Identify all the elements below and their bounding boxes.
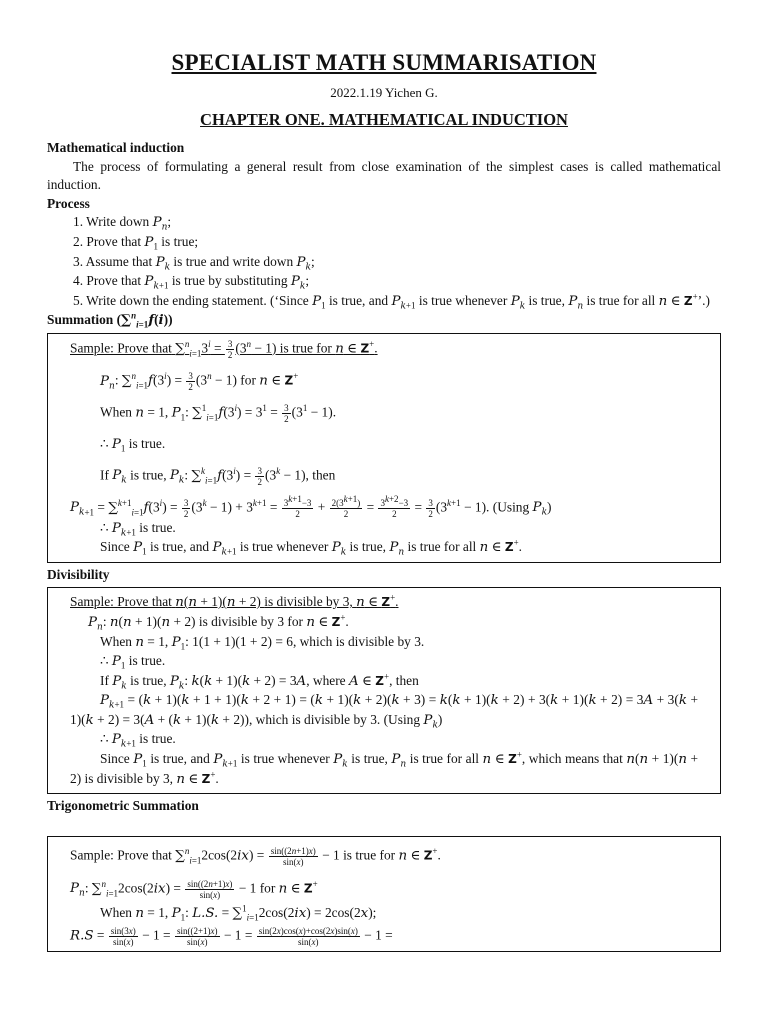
summation-pn: $P_n$: $\sum^n_{i=1}f(3^i)$ = $\frac{3}{2}$ $(3^n - 1)$ for n ∈ Z+ xyxy=(100,370,299,392)
summation-heading: Summation (∑$^n_{i=1}$f(i)) xyxy=(47,310,173,331)
process-step-5: 5. Write down the ending statement. (‘Since $P_1$ is true, and $P_{k+1}$ is true whenever $P_k$ is true, $P_n$ is true for all n ∈ Z+’.) xyxy=(73,291,710,312)
induction-heading: Mathematical induction xyxy=(47,140,185,155)
summation-sample: Sample: Prove that $\sum^n_{i=1}3^i$ = $\frac{3}{2}$ $(3^n - 1)$ is true for n ∈ Z+. xyxy=(70,338,378,360)
trig-heading: Trigonometric Summation xyxy=(47,798,199,814)
chapter-title: CHAPTER ONE. MATHEMATICAL INDUCTION xyxy=(200,110,568,129)
divisibility-sample-box xyxy=(47,587,721,794)
author-date: 2022.1.19 Yichen G. xyxy=(330,85,438,100)
summation-if-pk: If $P_k$ is true, $P_k$: $\sum^k_{i=1}f(3^i)$ = $\frac{3}{2}$ $(3^k - 1)$, then xyxy=(100,465,336,487)
trig-rs: R.S = $\frac{\sin(3x)}{\sin(x)}$ − 1 = $\frac{\sin((2+1)x)}{\sin(x)}$ − 1 = $\frac{\sin(2x)\cos(x)+\cos(2x)\sin(x)}{\sin(x)}$ − 1 = xyxy=(70,926,393,948)
divisibility-conclusion: Since $P_1$ is true, and $P_{k+1}$ is true whenever $P_k$ is true, $P_n$ is true for all n ∈ Z+, which means that n(n + 1)(n + 2) is divisible by 3, n ∈ Z+. xyxy=(70,749,699,787)
process-step-4: 4. Prove that $P_{k+1}$ is true by substituting $P_k$; xyxy=(73,273,310,292)
divisibility-sample: Sample: Prove that n(n + 1)(n + 2) is divisible by 3, n ∈ Z+. xyxy=(70,592,399,611)
summation-sample-box xyxy=(47,333,721,563)
summation-when: When n = 1, $P_1$: $\sum^1_{i=1}f(3^i) = 3^1$ = $\frac{3}{2}$ $(3^1 - 1)$. xyxy=(100,402,337,424)
divisibility-when: When n = 1, $P_1$: 1(1 + 1)(1 + 2) = 6, which is divisible by 3. xyxy=(100,633,425,652)
summation-p1-true: ∴ $P_1$ is true. xyxy=(100,435,166,454)
summation-pk1: $P_{k+1} = \sum^{k+1}_{i=1}f(3^i)$ = $\frac{3}{2}$ $(3^k - 1) + 3^{k+1}$ = $\frac{3^{k+1}-3}{2}$ + $\frac{2(3^{k+1})}{2}$ = $\frac{3^{k+2}-3}{2}$ = $\frac{3}{2}$ $(3^{k+1} - 1)$. (Using $P_k$) xyxy=(70,493,552,519)
process-step-2: 2. Prove that $P_1$ is true; xyxy=(73,233,199,252)
page-title: SPECIALIST MATH SUMMARISATION xyxy=(171,50,597,75)
process-step-1: 1. Write down $P_n$; xyxy=(73,214,172,234)
divisibility-pk1-true: ∴ $P_{k+1}$ is true. xyxy=(100,731,176,751)
trig-sample: Sample: Prove that ∑$^n_{i=1}$2cos(2ix) = $\frac{\sin((2n+1)x)}{\sin(x)}$ − 1 is true for n ∈ Z+. xyxy=(70,845,441,867)
process-heading: Process xyxy=(47,195,90,211)
trig-sample-box xyxy=(47,836,721,953)
content xyxy=(47,139,721,955)
process-step-3: 3. Assume that $P_k$ is true and write down $P_k$; xyxy=(73,253,315,273)
divisibility-if-pk: If $P_k$ is true, $P_k$: k(k + 1)(k + 2) = 3A, where A ∈ Z+, then xyxy=(100,671,419,692)
induction-text: The process of formulating a general result from close examination of the simplest cases is called mathematical induction. xyxy=(47,158,721,193)
trig-when: When n = 1, $P_1$: L.S. = ∑$^1_{i=1}$2cos(2ix) = 2cos(2x); xyxy=(100,903,377,923)
divisibility-pk1: $P_{k+1} = (k + 1)(k + 1 + 1)(k + 2 + 1) = (k + 1)(k + 2)(k + 3) = k(k + 1)(k + 2) + 3(k + 1)(k + 2) = 3A + 3(k + 1)(k + 2) = 3(A + (k + 1)(k + 2))$, which is divisible by 3. (Using $P_k$) xyxy=(70,692,698,731)
trig-pn: $P_n$: ∑$^n_{i=1}$2cos(2ix) = $\frac{\sin((2n+1)x)}{\sin(x)}$ − 1 for n ∈ Z+ xyxy=(70,878,318,900)
divisibility-pn: $P_n$: n(n + 1)(n + 2) is divisible by 3 for n ∈ Z+. xyxy=(88,612,349,633)
divisibility-heading: Divisibility xyxy=(47,566,110,582)
summation-conclusion: Since $P_1$ is true, and $P_{k+1}$ is true whenever $P_k$ is true, $P_n$ is true for all n ∈ Z+. xyxy=(100,537,523,558)
divisibility-p1-true: ∴ $P_1$ is true. xyxy=(100,653,166,671)
summation-pk1-true: ∴ $P_{k+1}$ is true. xyxy=(100,519,176,539)
